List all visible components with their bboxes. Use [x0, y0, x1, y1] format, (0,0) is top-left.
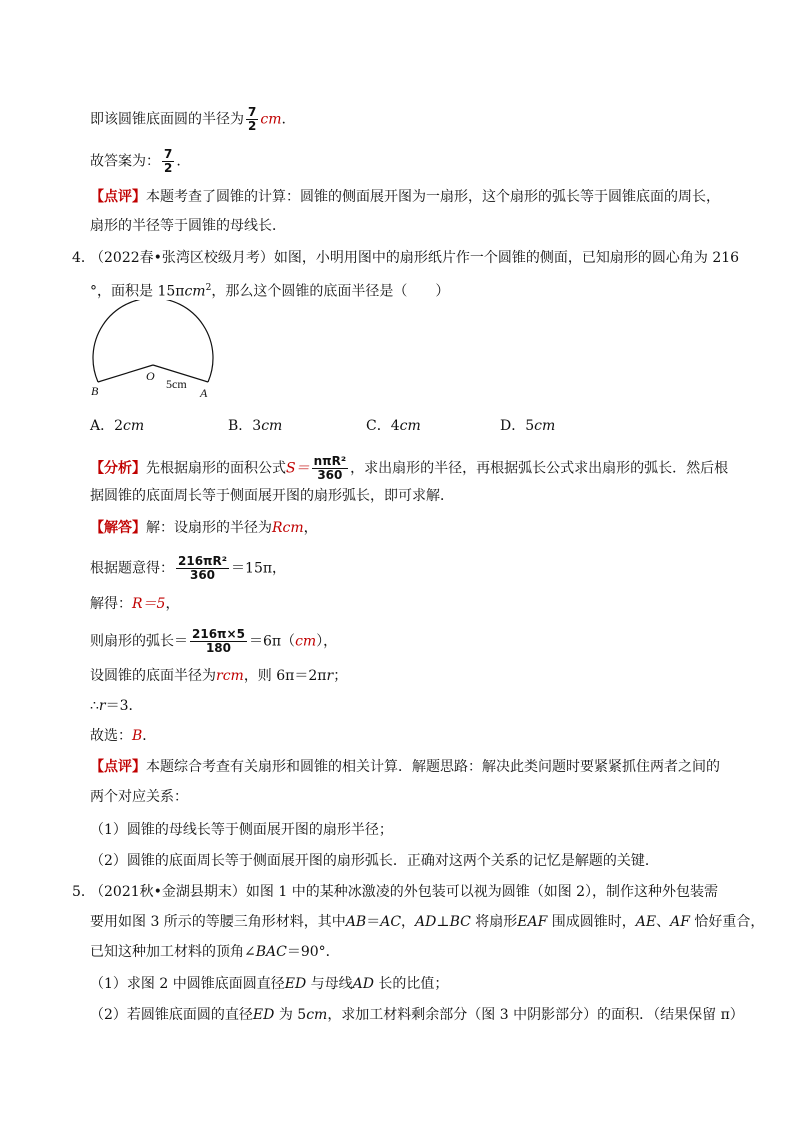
- sector-drawing: [88, 300, 218, 404]
- q4-equation-3: [90, 628, 337, 655]
- q4-comment-item2: （2）圆锥的底面周长等于侧面展开图的扇形弧长．正确对这两个关系的记忆是解题的关键．: [90, 853, 659, 869]
- text: 将扇形: [470, 914, 518, 930]
- q5-line2: [90, 912, 764, 932]
- denominator: 180: [205, 641, 231, 656]
- text: 即该圆锥底面圆的半径为: [90, 111, 244, 128]
- option-c[interactable]: [366, 415, 421, 435]
- text: ，求出扇形的半径，再根据弧长公式求出扇形的弧长．然后根: [350, 460, 729, 477]
- answer-line: [90, 148, 181, 175]
- numerator: 7: [248, 105, 257, 119]
- math-var: AD: [415, 914, 437, 930]
- text: 与母线: [306, 976, 353, 992]
- text: ⊥: [436, 914, 450, 930]
- text: 本题考查了圆锥的计算：圆锥的侧面展开图为一扇形，这个扇形的弧长等于圆锥底面的周长，: [146, 189, 720, 205]
- text: 先根据扇形的面积公式: [146, 460, 286, 477]
- comment-tag: 【点评】: [90, 189, 146, 205]
- answer-letter: B: [132, 728, 143, 744]
- text: 则扇形的弧长＝: [90, 633, 188, 650]
- option-letter: C．: [366, 418, 391, 434]
- question-number-5: 5．: [72, 884, 95, 900]
- text: 解得：: [90, 596, 132, 612]
- option-unit: cm: [534, 418, 556, 434]
- punct: .: [281, 111, 286, 128]
- denominator: 360: [317, 468, 343, 483]
- punct: ；: [333, 668, 348, 684]
- math-var: AC: [380, 914, 402, 930]
- punct: ．: [142, 728, 157, 744]
- denominator: 2: [164, 161, 173, 176]
- text: 设圆锥的底面半径为: [90, 668, 216, 684]
- text: （1）求图 2 中圆锥底面圆直径: [90, 976, 285, 992]
- q5-line1: （2021秋•金湖县期末）如图 1 中的某种冰激凌的外包装可以视为圆锥（如图 2），制作这种外包装需: [90, 884, 719, 900]
- math-var: AF: [670, 914, 690, 930]
- text: 要用如图 3 所示的等腰三角形材料，其中: [90, 914, 346, 930]
- unit: cm: [295, 633, 317, 650]
- denominator: 2: [248, 119, 257, 134]
- text: 解：设扇形的半径为: [146, 520, 272, 536]
- text: ，那么这个圆锥的底面半径是（ ）: [211, 283, 450, 300]
- punct: ，: [303, 520, 318, 536]
- q5-line3: [90, 942, 340, 962]
- fraction: [246, 106, 258, 133]
- q4-equation-5: [90, 696, 143, 716]
- option-letter: B．: [228, 418, 253, 434]
- text: ，: [401, 914, 416, 930]
- math-var: r: [98, 698, 106, 714]
- unit: cm: [184, 283, 206, 300]
- text: ＝: [366, 914, 381, 930]
- text: ，求加工材料剩余部分（图 3 中阴影部分）的面积．（结果保留 π）: [327, 1007, 744, 1023]
- fraction: [312, 455, 349, 482]
- label-length: 5cm: [166, 377, 187, 391]
- fraction: [162, 148, 174, 175]
- analysis-tag: 【分析】: [90, 460, 146, 477]
- intro-comment-line2: [90, 216, 286, 236]
- solution-tag: 【解答】: [90, 520, 146, 536]
- option-unit: cm: [261, 418, 283, 434]
- radius-conclusion: [90, 106, 286, 133]
- q4-equation-4: [90, 666, 347, 686]
- label-O: O: [146, 369, 155, 383]
- text: ＝6π（: [248, 633, 296, 650]
- math-var: BAC: [255, 944, 287, 960]
- math-var: AB: [345, 914, 367, 930]
- q4-equation-1: [90, 555, 286, 582]
- numerator: 216πR²: [178, 554, 228, 568]
- text: 、: [656, 914, 671, 930]
- fraction: [176, 555, 229, 582]
- q4-solution-line: [90, 518, 318, 538]
- label-B: B: [91, 384, 99, 398]
- text: 扇形的半径等于圆锥的母线长．: [90, 218, 286, 234]
- punct: .: [176, 153, 181, 170]
- text: 根据题意得：: [90, 560, 174, 577]
- numerator: 216π×5: [192, 627, 245, 641]
- q5-item2: [90, 1005, 744, 1025]
- q4-equation-2: [90, 594, 179, 614]
- option-a[interactable]: [90, 415, 144, 435]
- math-var: BC: [449, 914, 471, 930]
- q4-line1: （2022春•张湾区校级月考）如图，小明用图中的扇形纸片作一个圆锥的侧面，已知扇形的圆心角为 216: [90, 250, 740, 266]
- text: ，则 6π＝2π: [243, 668, 327, 684]
- q4-comment-item1: （1）圆锥的母线长等于侧面展开图的扇形半径；: [90, 822, 393, 838]
- numerator: 7: [164, 147, 173, 161]
- sector-figure: [88, 300, 218, 404]
- label-A: A: [200, 386, 208, 400]
- intro-comment-line1: [90, 187, 720, 207]
- text: 围成圆锥时，: [547, 914, 636, 930]
- math-var: rcm: [216, 668, 244, 684]
- math-var: ED: [284, 976, 307, 992]
- denominator: 360: [189, 568, 216, 583]
- numerator: nπR²: [313, 454, 347, 468]
- math-var: ED: [252, 1007, 275, 1023]
- q4-comment-line1: [90, 757, 720, 777]
- text: ＝90°．: [286, 944, 340, 960]
- q4-analysis-line2: 据圆锥的底面周长等于侧面展开图的扇形弧长，即可求解．: [90, 488, 454, 504]
- text: ＝15π，: [231, 560, 287, 577]
- option-unit: cm: [123, 418, 145, 434]
- option-value: 4: [390, 418, 400, 434]
- text: 本题综合考查有关扇形和圆锥的相关计算．解题思路：解决此类问题时要紧紧抓住两者之间的: [146, 759, 720, 775]
- math-var: AD: [352, 976, 374, 992]
- math-var: R＝5: [132, 596, 166, 612]
- q4-line2: [90, 278, 449, 302]
- q5-item1: [90, 974, 448, 994]
- text: （2）若圆锥底面圆的直径: [90, 1007, 253, 1023]
- option-letter: D．: [500, 418, 526, 434]
- math-var: AE: [635, 914, 657, 930]
- option-letter: A．: [90, 418, 115, 434]
- comment-tag: 【点评】: [90, 759, 146, 775]
- text: 为 5: [274, 1007, 307, 1023]
- option-value: 5: [525, 418, 535, 434]
- fraction: [190, 628, 247, 655]
- text: ），: [316, 633, 338, 650]
- unit: cm: [260, 111, 282, 128]
- option-b[interactable]: [228, 415, 282, 435]
- text: 恰好重合，: [689, 914, 765, 930]
- option-d[interactable]: [500, 415, 555, 435]
- q4-analysis-line1: [90, 455, 728, 482]
- option-value: 3: [252, 418, 262, 434]
- text: °，面积是 15π: [90, 283, 185, 300]
- math-var: Rcm: [272, 520, 304, 536]
- option-unit: cm: [399, 418, 421, 434]
- unit: cm: [306, 1007, 328, 1023]
- question-number-4: 4．: [72, 250, 95, 266]
- formula-S: S＝: [286, 460, 310, 477]
- option-value: 2: [114, 418, 124, 434]
- radius-OB: [98, 365, 153, 382]
- text: 故选：: [90, 728, 132, 744]
- math-var: EAF: [517, 914, 548, 930]
- punct: ，: [165, 596, 180, 612]
- q4-choose-line: [90, 726, 156, 746]
- math-var: r: [326, 668, 334, 684]
- therefore-symbol: ∴: [90, 698, 99, 714]
- text: 长的比值；: [373, 976, 449, 992]
- text: ＝3．: [105, 698, 143, 714]
- text: 已知这种加工材料的顶角∠: [90, 944, 256, 960]
- superscript: 2: [205, 283, 212, 293]
- q4-comment-line2: 两个对应关系：: [90, 789, 188, 805]
- text: 故答案为：: [90, 153, 160, 170]
